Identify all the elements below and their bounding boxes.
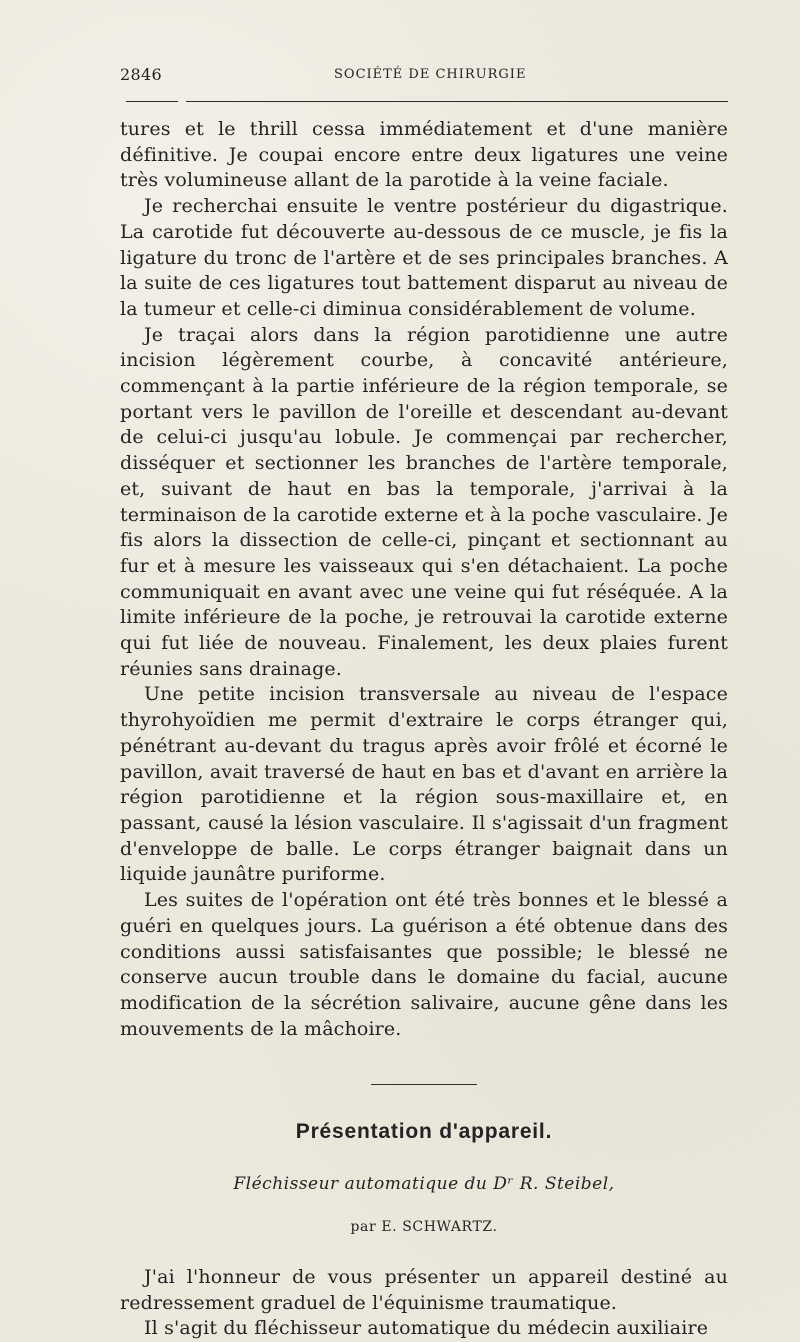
section-subtitle: Fléchisseur automatique du Dʳ R. Steibel, xyxy=(233,1174,615,1195)
section-author: par E. SCHWARTZ. xyxy=(350,1219,498,1236)
section-body xyxy=(120,1265,728,1342)
running-title: SOCIÉTÉ DE CHIRURGIE xyxy=(334,67,527,82)
header-rule-left xyxy=(126,101,178,102)
body-paragraph-2: Je recherchai ensuite le ventre postérieur du digastrique. La carotide fut découverte au-dessous de ce muscle, je fis la ligature du tronc de l'artère et de ses principales branches. A la suite de ces ligatures tout battement disparut au niveau de la tumeur et celle-ci diminua considérablement de volume. xyxy=(120,195,728,320)
section-title: Présentation d'appareil. xyxy=(295,1120,553,1144)
page-header xyxy=(120,63,730,87)
header-rule-right xyxy=(186,101,728,102)
body-paragraph-5: Les suites de l'opération ont été très bonnes et le blessé a guéri en quelques jours. La guérison a été obtenue dans des conditions aussi satisfaisantes que possible; le blessé ne conserve aucun trouble dans le domaine du facial, aucune modification de la sécrétion salivaire, aucune gêne dans les mouvements de la mâchoire. xyxy=(120,889,728,1040)
body-paragraph-3: Je traçai alors dans la région parotidienne une autre incision légèrement courbe, à concavité antérieure, commençant à la partie inférieure de la région temporale, se portant vers le pavillon de l'oreille et descendant au-devant de celui-ci jusqu'au lobule. Je commençai par rechercher, disséquer et sectionner les branches de l'artère temporale, et, suivant de haut en bas la temporale, j'arrivai à la terminaison de la carotide externe et à la poche vasculaire. Je fis alors la dissection de celle-ci, pinçant et sectionnant au fur et à mesure les vaisseaux qui s'en détachaient. La poche communiquait en avant avec une veine qui fut réséquée. A la limite inférieure de la poche, je retrouvai la carotide externe qui fut liée de nouveau. Finalement, les deux plaies furent réunies sans drainage. xyxy=(120,323,728,680)
page-number: 2846 xyxy=(120,65,162,84)
section-paragraph-2: Il s'agit du fléchisseur automatique du médecin auxiliaire xyxy=(144,1317,709,1340)
section-divider xyxy=(371,1084,477,1085)
page-content xyxy=(120,117,728,1342)
body-paragraph-4: Une petite incision transversale au niveau de l'espace thyrohyoïdien me permit d'extraire le corps étranger qui, pénétrant au-devant du tragus après avoir frôlé et écorné le pavillon, avait traversé de haut en bas et d'avant en arrière la région parotidienne et la région sous-maxillaire et, en passant, causé la lésion vasculaire. Il s'agissait d'un fragment d'enveloppe de balle. Le corps étranger baignait dans un liquide jaunâtre puriforme. xyxy=(120,683,728,886)
body-paragraph-1: tures et le thrill cessa immédiatement et d'une manière définitive. Je coupai encore entre deux ligatures une veine très volumineuse allant de la parotide à la veine faciale. xyxy=(120,118,728,192)
section-paragraph-1: J'ai l'honneur de vous présenter un appareil destiné au redressement graduel de l'équinisme traumatique. xyxy=(120,1266,728,1314)
